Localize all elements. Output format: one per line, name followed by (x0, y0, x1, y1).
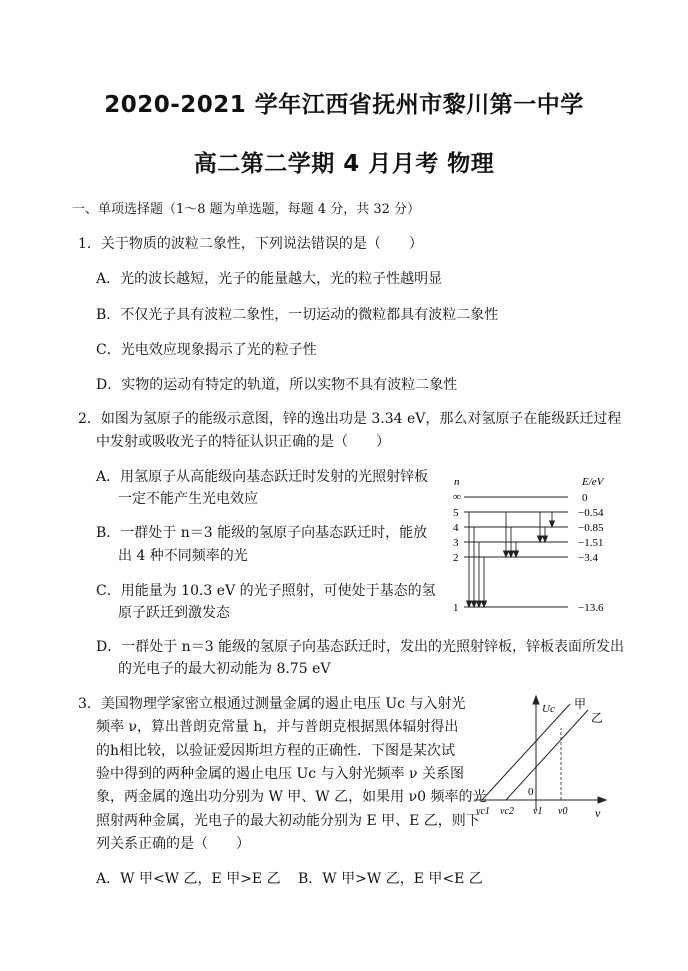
level-n-4: 4 (453, 522, 459, 534)
transitions-to-ground (467, 512, 487, 607)
line-label-yi: 乙 (591, 711, 604, 725)
level-e-4: −0.85 (578, 522, 604, 534)
q3-line-3: 的h相比较，以验证爱因斯坦方程的正确性．下图是某次试 (96, 743, 456, 759)
line-label-jia: 甲 (574, 697, 587, 711)
q2-stem-line-2: 中发射或吸收光子的特征认识正确的是（ ） (96, 434, 390, 450)
q2-option-b-line-1: B．一群处于 n＝3 能级的氢原子向基态跃迁时，能放 (96, 525, 428, 541)
diagram-e-label: E/eV (582, 476, 604, 488)
q1-option-a: A．光的波长越短，光子的能量越大，光的粒子性越明显 (96, 271, 443, 287)
q1-option-b: B．不仅光子具有波粒二象性，一切运动的微粒都具有波粒二象性 (96, 307, 499, 323)
level-n-3: 3 (453, 537, 459, 549)
q3-line-6: 照射两种金属，光电子的最大初动能分别为 E 甲、E 乙，则下 (96, 813, 480, 829)
q2-option-a-line-1: A．用氢原子从高能级向基态跃迁时发射的光照射锌板 (96, 469, 429, 485)
graph-axes (474, 696, 606, 810)
level-n-5: 5 (453, 507, 459, 519)
q3-line-2: 频率 ν，算出普朗克常量 h，并与普朗克根据黑体辐射得出 (96, 719, 459, 735)
tick-nuc2: νc2 (500, 806, 514, 817)
q2-option-c-line-2: 原子跃迁到激发态 (118, 605, 230, 621)
q3-line-5: 象，两金属的逸出功分别为 W 甲、W 乙，如果用 ν0 频率的光 (96, 789, 487, 805)
level-n-inf: ∞ (453, 491, 461, 503)
level-e-inf: 0 (582, 492, 588, 504)
title-line-2: 高二第二学期 4 月月考 物理 (193, 151, 495, 177)
q2-option-b-line-2: 出 4 种不同频率的光 (118, 548, 248, 564)
q3-line-4: 验中得到的两种金属的遏止电压 Uc 与入射光频率 ν 关系图 (96, 766, 464, 782)
level-n-1: 1 (453, 602, 459, 614)
section-heading: 一、单项选择题（1～8 题为单选题，每题 4 分，共 32 分） (72, 202, 421, 217)
q3-line-1: 3．美国物理学家密立根通过测量金属的遏止电压 Uc 与入射光 (78, 696, 466, 712)
q2-stem-line-1: 2．如图为氢原子的能级示意图，锌的逸出功是 3.34 eV，那么对氢原子在能级跃迁过程 (78, 411, 622, 427)
line-yi (506, 710, 588, 800)
transitions-to-level-2 (504, 512, 519, 557)
graph-x-label: ν (595, 806, 601, 820)
level-e-3: −1.51 (578, 537, 604, 549)
level-e-2: −3.4 (578, 552, 598, 564)
q2-option-a-line-2: 一定不能产生光电效应 (118, 491, 258, 507)
q3-option-b: B．W 甲>W 乙，E 甲<E 乙 (298, 871, 483, 887)
q1-option-d: D．实物的运动有特定的轨道，所以实物不具有波粒二象性 (96, 377, 458, 393)
level-e-5: −0.54 (578, 507, 604, 519)
tick-nuc1: νc1 (476, 806, 490, 817)
energy-level-diagram (440, 470, 620, 620)
q2-option-d-line-2: 的光电子的最大初动能为 8.75 eV (118, 661, 331, 677)
transition-5-to-4 (550, 512, 555, 527)
tick-nu1: ν1 (533, 806, 543, 817)
level-n-2: 2 (453, 552, 459, 564)
level-e-1: −13.6 (578, 602, 604, 614)
q1-stem: 1．关于物质的波粒二象性，下列说法错误的是（ ） (78, 236, 423, 252)
q3-option-a: A．W 甲<W 乙，E 甲>E 乙 (96, 871, 281, 887)
graph-y-label: Uc (542, 703, 555, 715)
stopping-voltage-graph (470, 692, 615, 827)
q1-option-c: C．光电效应现象揭示了光的粒子性 (96, 342, 317, 358)
graph-origin: 0 (528, 786, 534, 798)
q2-option-c-line-1: C．用能量为 10.3 eV 的光子照射，可使处于基态的氢 (96, 583, 436, 599)
diagram-n-label: n (454, 476, 460, 488)
q2-option-d-line-1: D．一群处于 n＝3 能级的氢原子向基态跃迁时，发出的光照射锌板，锌板表面所发出 (96, 639, 625, 655)
title-line-1: 2020-2021 学年江西省抚州市黎川第一中学 (104, 92, 584, 118)
q3-line-7: 列关系正确的是（ ） (96, 836, 250, 852)
line-jia (482, 704, 570, 800)
tick-nu0: ν0 (558, 806, 568, 817)
